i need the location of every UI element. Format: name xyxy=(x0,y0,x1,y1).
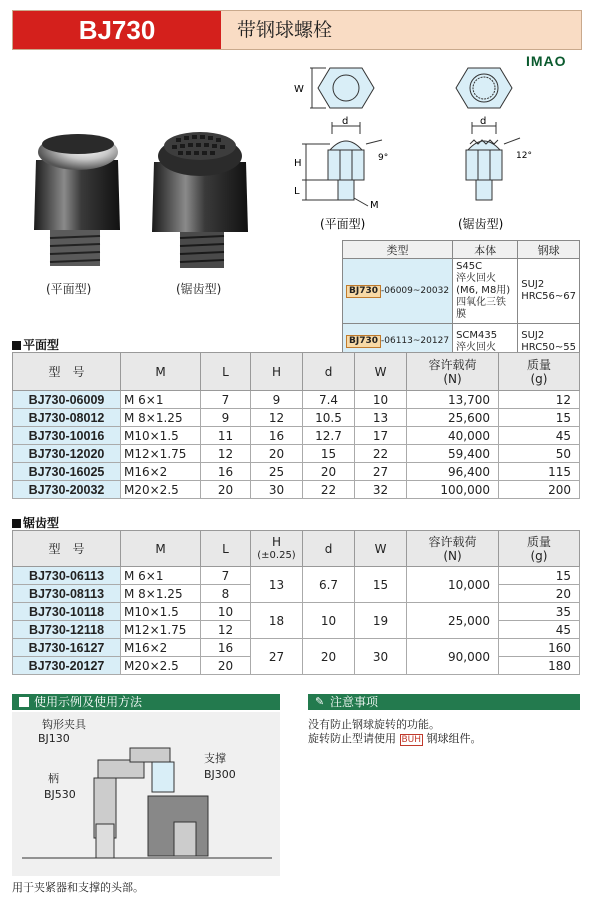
mass-cell: 12 xyxy=(499,391,580,409)
mass-cell: 50 xyxy=(499,445,580,463)
model-cell: BJ730-12020 xyxy=(13,445,121,463)
col-d: d xyxy=(303,531,355,567)
col-mass xyxy=(499,531,580,567)
load-cell: 90,000 xyxy=(407,639,499,675)
d-cell: 12.7 xyxy=(303,427,355,445)
l-cell: 11 xyxy=(201,427,251,445)
h-cell: 30 xyxy=(251,481,303,499)
dimension-drawing xyxy=(290,58,580,234)
d-cell: 10.5 xyxy=(303,409,355,427)
table-row xyxy=(13,481,580,499)
l-cell: 20 xyxy=(201,481,251,499)
d-cell: 7.4 xyxy=(303,391,355,409)
material-spec-table xyxy=(342,240,580,360)
model-cell: BJ730-06113 xyxy=(13,567,121,585)
angle-flat-label: 9° xyxy=(378,153,389,163)
product-code: BJ730 xyxy=(13,11,221,49)
load-cell: 25,600 xyxy=(407,409,499,427)
model-cell: BJ730-10016 xyxy=(13,427,121,445)
thread-cell: M20×2.5 xyxy=(121,657,201,675)
brand-logo: IMAO xyxy=(526,53,567,69)
model-cell: BJ730-08012 xyxy=(13,409,121,427)
usage-title: 使用示例及使用方法 xyxy=(34,695,143,709)
load-cell: 59,400 xyxy=(407,445,499,463)
d-cell: 22 xyxy=(303,481,355,499)
model-cell: BJ730-06009 xyxy=(13,391,121,409)
mass-cell: 45 xyxy=(499,621,580,639)
load-unit: (N) xyxy=(443,548,462,563)
h-header: H xyxy=(271,534,282,549)
handle-label: 柄 xyxy=(48,772,59,785)
table-row xyxy=(13,445,580,463)
l-cell: 7 xyxy=(201,567,251,585)
model-cell: BJ730-16127 xyxy=(13,639,121,657)
w-cell: 10 xyxy=(355,391,407,409)
model-cell: BJ730-08113 xyxy=(13,585,121,603)
l-cell: 7 xyxy=(201,391,251,409)
table-row xyxy=(13,427,580,445)
ball-material: SUJ2 xyxy=(521,279,545,290)
handle-code: BJ530 xyxy=(44,788,76,801)
col-m: M xyxy=(121,353,201,391)
table-row xyxy=(13,567,580,585)
drawing-serrated-caption: (锯齿型) xyxy=(458,217,504,231)
table-header-row xyxy=(343,241,580,259)
h-cell: 13 xyxy=(251,567,303,603)
col-type: 类型 xyxy=(343,241,453,259)
note-line-2-pre: 旋转防止型请使用 xyxy=(308,732,396,745)
d-cell: 15 xyxy=(303,445,355,463)
h-cell: 25 xyxy=(251,463,303,481)
load-cell: 25,000 xyxy=(407,603,499,639)
clamp-code: BJ130 xyxy=(38,732,70,745)
body-material: S45C xyxy=(456,261,483,272)
l-cell: 12 xyxy=(201,445,251,463)
col-h xyxy=(251,531,303,567)
body-coating: 四氧化三铁膜 xyxy=(456,297,507,320)
col-h: H xyxy=(251,353,303,391)
thread-cell: M12×1.75 xyxy=(121,621,201,639)
usage-diagram xyxy=(12,712,280,876)
col-d: d xyxy=(303,353,355,391)
table-row xyxy=(13,639,580,657)
thread-cell: M20×2.5 xyxy=(121,481,201,499)
load-cell: 13,700 xyxy=(407,391,499,409)
mass-cell: 160 xyxy=(499,639,580,657)
w-cell: 32 xyxy=(355,481,407,499)
mass-cell: 15 xyxy=(499,567,580,585)
l-cell: 16 xyxy=(201,463,251,481)
w-cell: 19 xyxy=(355,603,407,639)
page-header xyxy=(12,10,582,50)
col-load xyxy=(407,531,499,567)
ball-hardness: HRC56~67 xyxy=(521,291,576,302)
note-line-1: 没有防止钢球旋转的功能。 xyxy=(308,718,440,731)
mass-header: 质量 xyxy=(526,534,551,549)
body-treatment: 淬火回火(M6, M8用) xyxy=(456,273,511,296)
flat-type-photo xyxy=(28,120,128,270)
dim-m-label: M xyxy=(370,200,379,211)
thread-cell: M 8×1.25 xyxy=(121,409,201,427)
serrated-section-title: 锯齿型 xyxy=(12,514,59,531)
h-cell: 12 xyxy=(251,409,303,427)
model-range: -06113~20127 xyxy=(381,336,450,346)
h-cell: 20 xyxy=(251,445,303,463)
h-cell: 16 xyxy=(251,427,303,445)
usage-caption: 用于夹紧器和支撑的头部。 xyxy=(12,881,144,894)
serrated-type-table xyxy=(12,530,580,675)
h-cell: 18 xyxy=(251,603,303,639)
mass-cell: 35 xyxy=(499,603,580,621)
dim-d-label-2: d xyxy=(480,116,487,127)
l-cell: 16 xyxy=(201,639,251,657)
serrated-photo-caption: (锯齿型) xyxy=(176,282,222,296)
h-cell: 9 xyxy=(251,391,303,409)
model-cell: BJ730-16025 xyxy=(13,463,121,481)
col-model: 型 号 xyxy=(13,353,121,391)
l-cell: 10 xyxy=(201,603,251,621)
w-cell: 27 xyxy=(355,463,407,481)
mass-cell: 200 xyxy=(499,481,580,499)
w-cell: 30 xyxy=(355,639,407,675)
notes-section-bar xyxy=(308,694,580,710)
model-cell: BJ730-20032 xyxy=(13,481,121,499)
dim-h-label: H xyxy=(294,158,302,169)
thread-cell: M 6×1 xyxy=(121,391,201,409)
model-cell: BJ730-20127 xyxy=(13,657,121,675)
dim-d-label: d xyxy=(342,116,349,127)
ball-material: SUJ2 xyxy=(521,329,545,341)
notes-title: 注意事项 xyxy=(330,695,379,709)
support-label: 支撑 xyxy=(204,752,226,765)
col-m: M xyxy=(121,531,201,567)
pencil-icon: ✎ xyxy=(315,695,325,708)
angle-serrated-label: 12° xyxy=(516,151,532,161)
buh-tag: BUH xyxy=(401,735,422,745)
thread-cell: M16×2 xyxy=(121,463,201,481)
col-model: 型 号 xyxy=(13,531,121,567)
model-cell: BJ730-10118 xyxy=(13,603,121,621)
thread-cell: M 8×1.25 xyxy=(121,585,201,603)
ball-hardness: HRC50~55 xyxy=(521,341,576,353)
model-tag: BJ730 xyxy=(346,335,381,348)
l-cell: 8 xyxy=(201,585,251,603)
mass-header: 质量 xyxy=(526,357,551,372)
load-unit: (N) xyxy=(443,371,462,386)
mass-unit: (g) xyxy=(530,371,548,386)
body-material: SCM435 xyxy=(456,329,498,341)
model-tag: BJ730 xyxy=(346,285,381,298)
l-cell: 20 xyxy=(201,657,251,675)
load-cell: 100,000 xyxy=(407,481,499,499)
spec-body-cell xyxy=(453,259,518,324)
mass-cell: 115 xyxy=(499,463,580,481)
thread-cell: M12×1.75 xyxy=(121,445,201,463)
flat-type-table xyxy=(12,352,580,499)
drawing-flat-caption: (平面型) xyxy=(320,217,366,231)
load-header: 容许载荷 xyxy=(428,357,477,372)
serrated-type-photo xyxy=(146,124,256,272)
clamp-label: 钩形夹具 xyxy=(42,718,86,731)
w-cell: 22 xyxy=(355,445,407,463)
col-load xyxy=(407,353,499,391)
mass-cell: 20 xyxy=(499,585,580,603)
load-header: 容许载荷 xyxy=(428,534,477,549)
model-cell: BJ730-12118 xyxy=(13,621,121,639)
col-mass xyxy=(499,353,580,391)
w-cell: 13 xyxy=(355,409,407,427)
w-cell: 15 xyxy=(355,567,407,603)
model-range: -06009~20032 xyxy=(381,285,450,296)
d-cell: 20 xyxy=(303,463,355,481)
mass-cell: 45 xyxy=(499,427,580,445)
col-l: L xyxy=(201,353,251,391)
col-ball: 钢球 xyxy=(518,241,580,259)
note-line-2-post: 钢球组件。 xyxy=(426,732,482,745)
load-cell: 96,400 xyxy=(407,463,499,481)
d-cell: 20 xyxy=(303,639,355,675)
l-cell: 12 xyxy=(201,621,251,639)
mass-unit: (g) xyxy=(530,548,548,563)
table-row xyxy=(13,603,580,621)
flat-section-title: 平面型 xyxy=(12,336,59,353)
mass-cell: 15 xyxy=(499,409,580,427)
col-l: L xyxy=(201,531,251,567)
usage-section-bar xyxy=(12,694,280,710)
col-body: 本体 xyxy=(453,241,518,259)
h-tolerance: (±0.25) xyxy=(257,549,296,561)
thread-cell: M10×1.5 xyxy=(121,603,201,621)
product-title: 带钢球螺栓 xyxy=(237,19,333,41)
square-icon xyxy=(19,697,29,707)
dim-w-label: W xyxy=(294,84,304,95)
d-cell: 6.7 xyxy=(303,567,355,603)
table-header-row xyxy=(13,353,580,391)
d-cell: 10 xyxy=(303,603,355,639)
body-treatment: 淬火回火 xyxy=(456,341,497,353)
support-code: BJ300 xyxy=(204,768,236,781)
w-cell: 17 xyxy=(355,427,407,445)
note-line-2 xyxy=(308,732,482,746)
table-row xyxy=(13,463,580,481)
load-cell: 10,000 xyxy=(407,567,499,603)
table-row xyxy=(13,409,580,427)
col-w: W xyxy=(355,353,407,391)
col-w: W xyxy=(355,531,407,567)
flat-photo-caption: (平面型) xyxy=(46,282,92,296)
dim-l-label: L xyxy=(294,186,300,197)
mass-cell: 180 xyxy=(499,657,580,675)
thread-cell: M 6×1 xyxy=(121,567,201,585)
notes-text xyxy=(308,718,482,746)
thread-cell: M10×1.5 xyxy=(121,427,201,445)
load-cell: 40,000 xyxy=(407,427,499,445)
spec-type-cell xyxy=(343,259,453,324)
spec-ball-cell xyxy=(518,259,580,324)
h-cell: 27 xyxy=(251,639,303,675)
thread-cell: M16×2 xyxy=(121,639,201,657)
table-header-row xyxy=(13,531,580,567)
l-cell: 9 xyxy=(201,409,251,427)
table-row xyxy=(343,259,580,324)
table-row xyxy=(13,391,580,409)
